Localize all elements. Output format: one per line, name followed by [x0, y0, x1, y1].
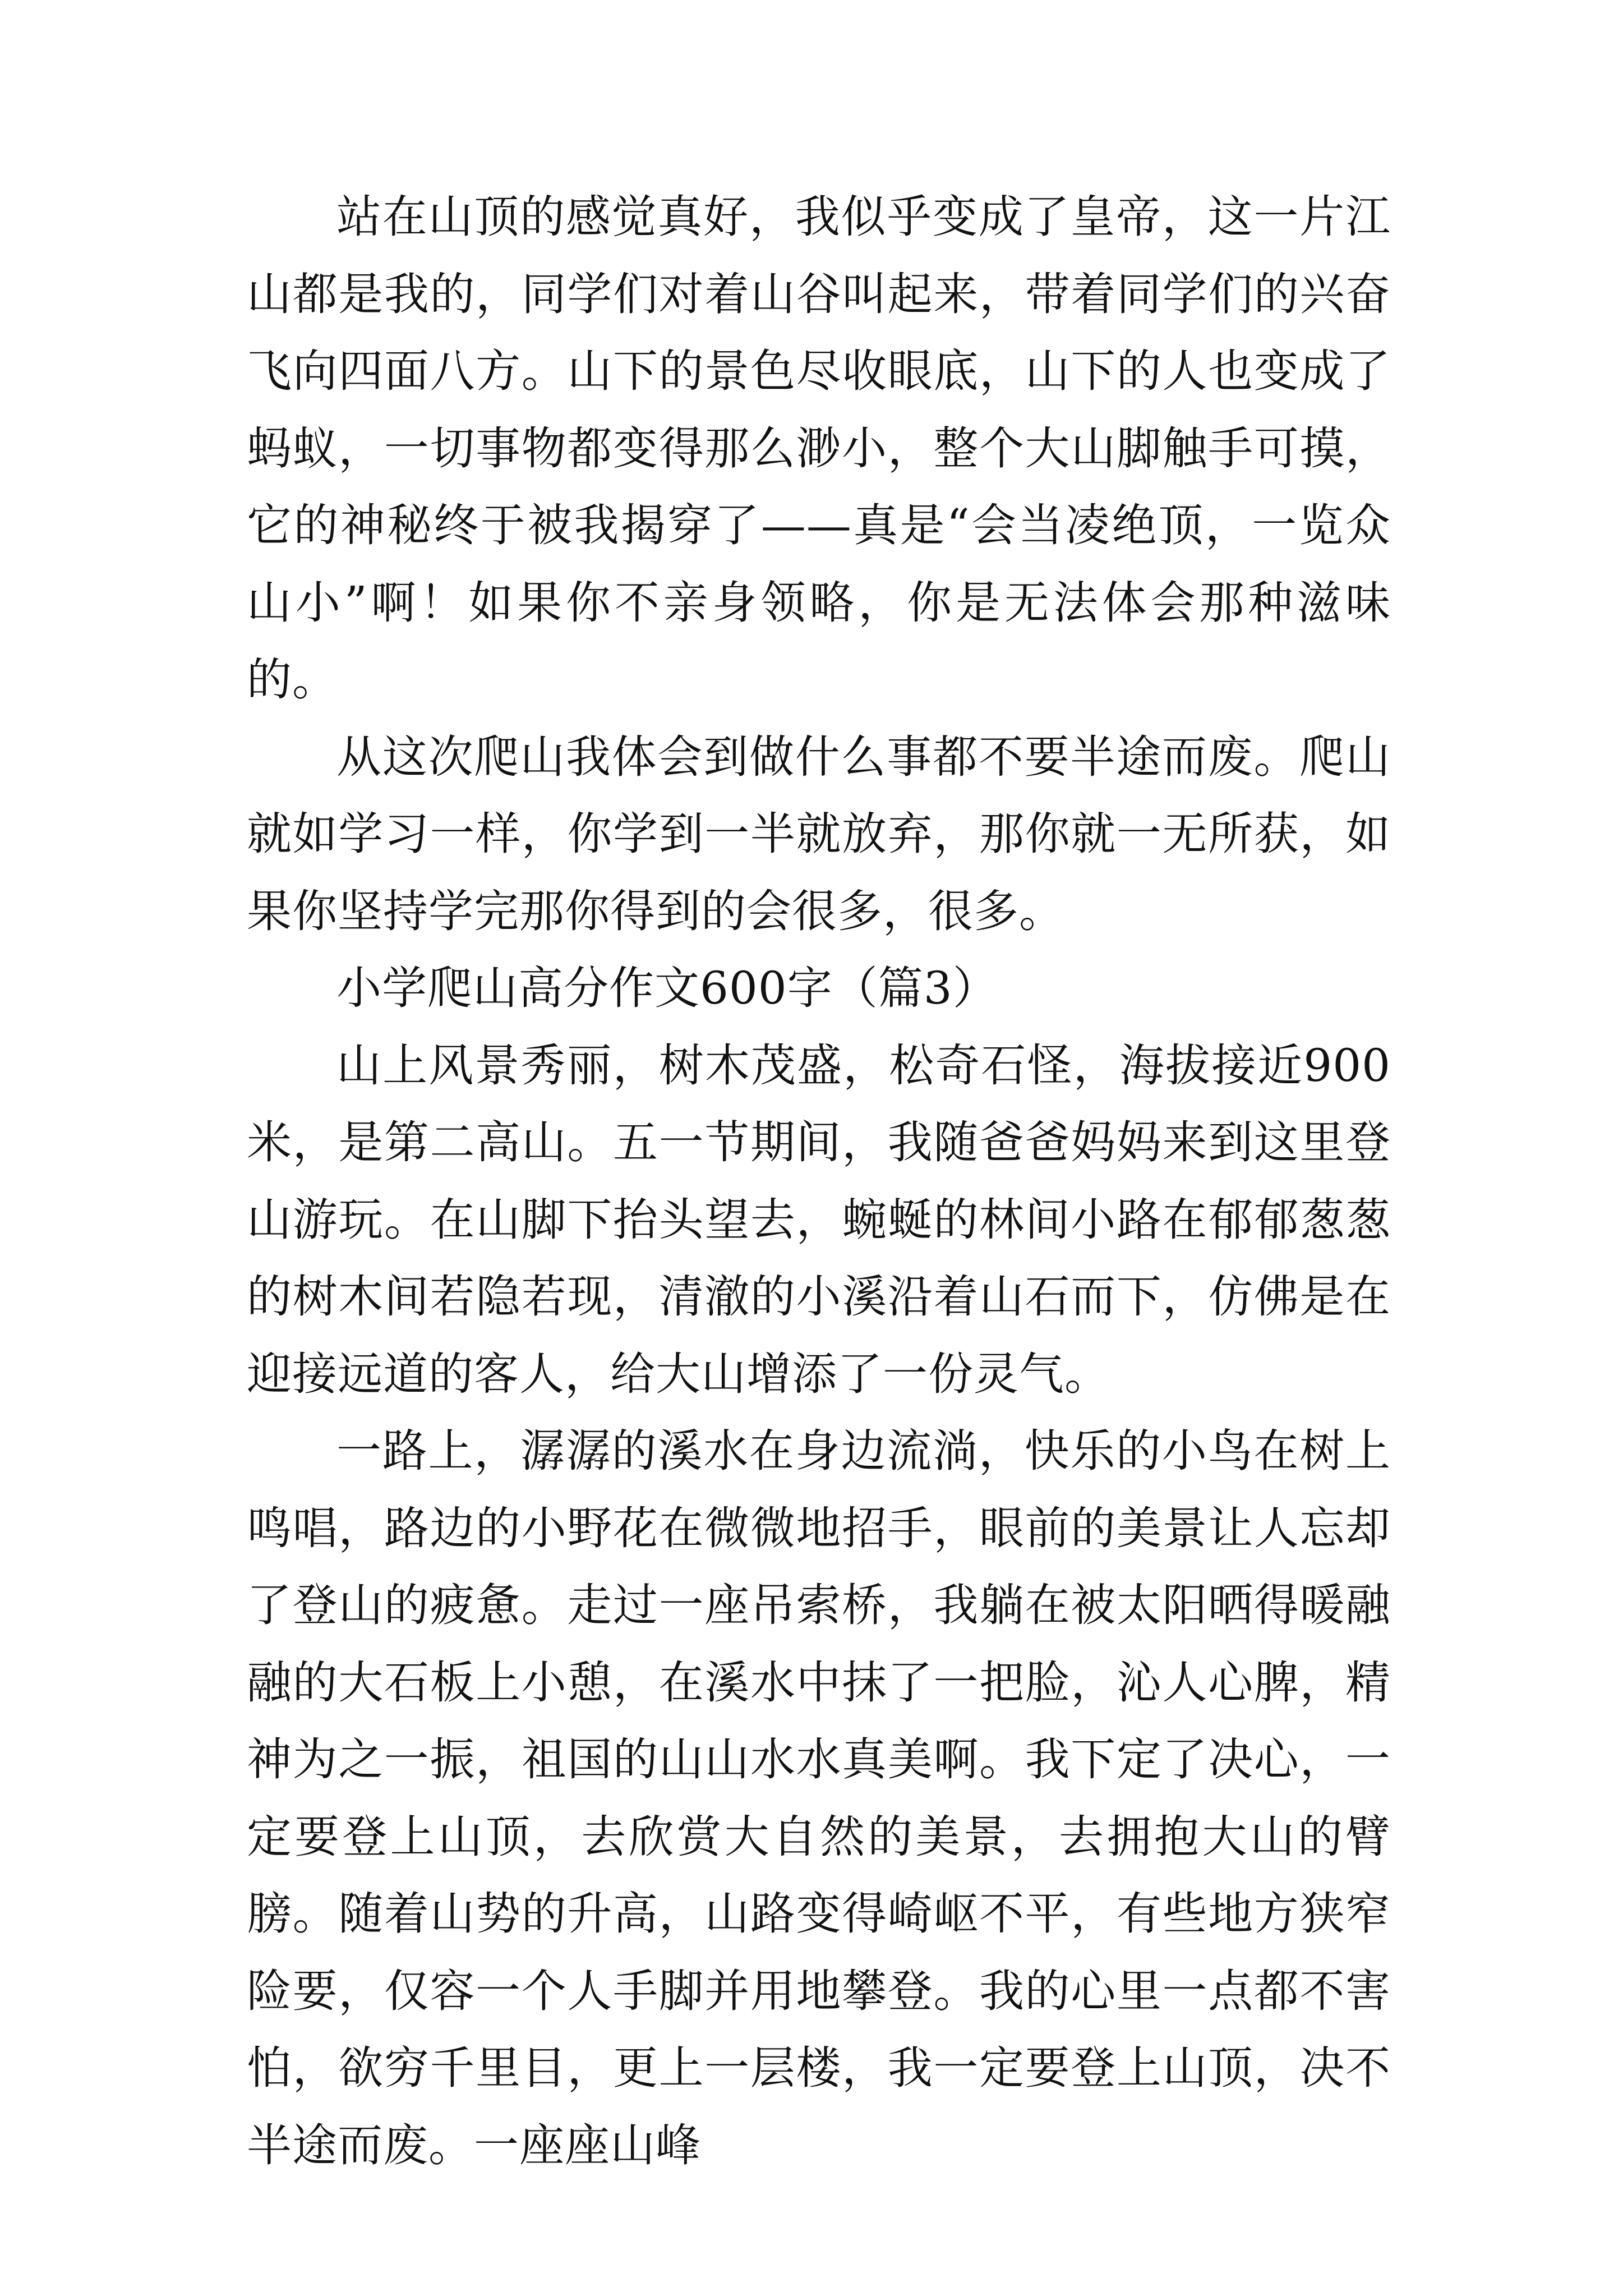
paragraph-lesson: 从这次爬山我体会到做什么事都不要半途而废。爬山就如学习一样，你学到一半就放弃，那你就一无所获，如果你坚持学完那你得到的会很多，很多。	[247, 730, 1391, 937]
paragraph-mountain-scenery: 山上风景秀丽，树木茂盛，松奇石怪，海拔接近900米，是第二高山。五一节期间，我随爸爸妈妈来到这里登山游玩。在山脚下抬头望去，蜿蜒的林间小路在郁郁葱葱的树木间若隐若现，清澈的小溪沿着山石而下，仿佛是在迎接远道的客人，给大山增添了一份灵气。	[247, 1039, 1391, 1400]
section-heading: 小学爬山高分作文600字（篇3）	[336, 962, 998, 1014]
document-body	[247, 178, 1391, 2184]
paragraph-summit-feeling: 站在山顶的感觉真好，我似乎变成了皇帝，这一片江山都是我的，同学们对着山谷叫起来，带着同学们的兴奋飞向四面八方。山下的景色尽收眼底，山下的人也变成了蚂蚁，一切事物都变得那么渺小，整个大山脚触手可摸，它的神秘终于被我揭穿了——真是“会当凌绝顶，一览众山小”啊！如果你不亲身领略，你是无法体会那种滋味的。	[247, 191, 1391, 706]
paragraph-climbing-journey: 一路上，潺潺的溪水在身边流淌，快乐的小鸟在树上鸣唱，路边的小野花在微微地招手，眼前的美景让人忘却了登山的疲惫。走过一座吊索桥，我躺在被太阳晒得暖融融的大石板上小憩，在溪水中抹了一把脸，沁人心脾，精神为之一振，祖国的山山水水真美啊。我下定了决心，一定要登上山顶，去欣赏大自然的美景，去拥抱大山的臂膀。随着山势的升高，山路变得崎岖不平，有些地方狭窄险要，仅容一个人手脚并用地攀登。我的心里一点都不害怕，欲穷千里目，更上一层楼，我一定要登上山顶，决不半途而废。一座座山峰	[247, 1425, 1391, 2171]
